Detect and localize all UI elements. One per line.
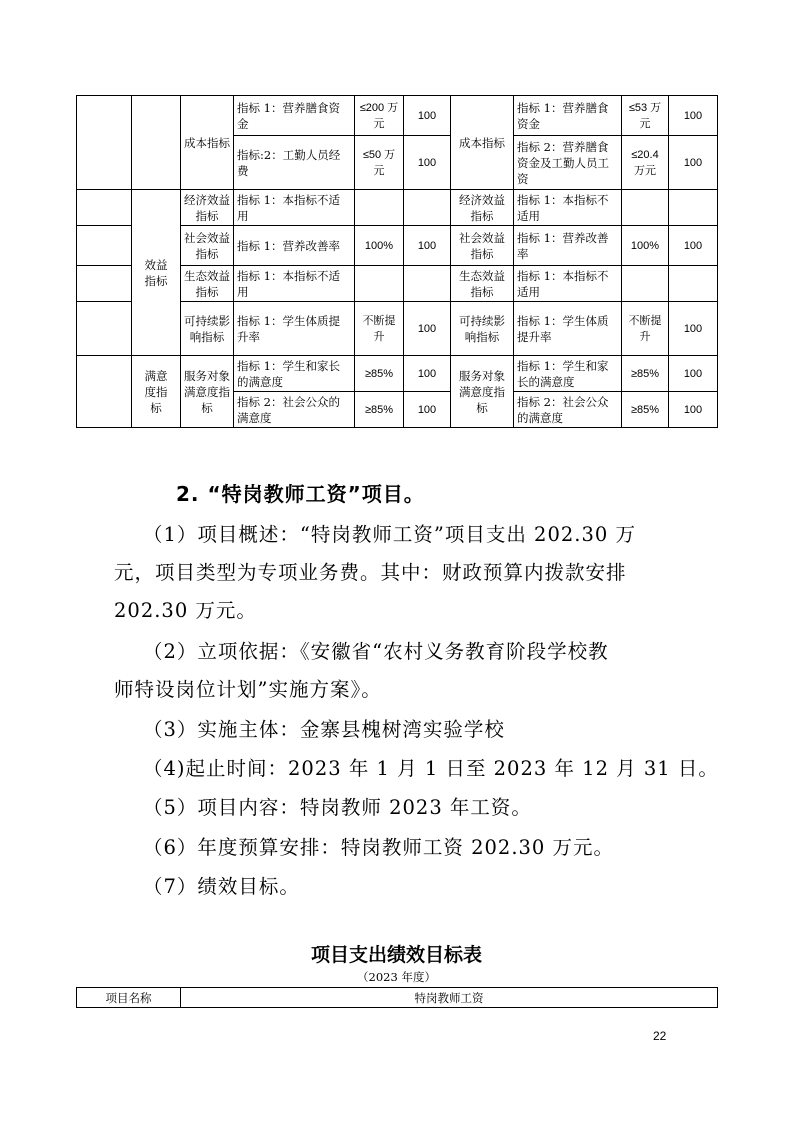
cell-indicator: 指标 1：营养改善率 [234, 226, 355, 266]
cell-value: ≥85% [355, 392, 404, 428]
blank-cell [132, 96, 181, 190]
cell-value: ≤50 万元 [355, 136, 404, 190]
cell-score [404, 190, 451, 226]
cell-indicator: 指标 1：学生和家长的满意度 [234, 356, 355, 392]
cell-value [622, 190, 669, 226]
blank-cell [77, 266, 132, 302]
cell-indicator: 指标 1：学生体质提升率 [514, 302, 622, 356]
cell-indicator: 指标 1：本指标不适用 [514, 190, 622, 226]
cell-indicator: 指标 2：社会公众的满意度 [514, 392, 622, 428]
blank-cell [77, 226, 132, 266]
cell-score: 100 [669, 96, 718, 136]
project-name-table [76, 987, 718, 1008]
paragraph-line: （4)起止时间：2023 年 1 月 1 日至 2023 年 12 月 31 日。 [143, 757, 719, 780]
paragraph-line: （1）项目概述：“特岗教师工资”项目支出 202.30 万 [143, 523, 636, 546]
paragraph-line: （6）年度预算安排：特岗教师工资 202.30 万元。 [143, 836, 615, 859]
table-year: （2023 年度） [357, 970, 436, 984]
cell-indicator: 指标:2：工勤人员经费 [234, 136, 355, 190]
cell-score: 100 [404, 302, 451, 356]
paragraph-line: （7）绩效目标。 [143, 875, 300, 898]
cell-indicator: 指标 1：营养膳食资金 [514, 96, 622, 136]
cell-value [355, 190, 404, 226]
cell-sub: 经济效益指标 [451, 190, 514, 226]
cell-value: ≤200 万元 [355, 96, 404, 136]
cell-score [669, 266, 718, 302]
cell-sub: 可持续影响指标 [181, 302, 234, 356]
cell-score: 100 [404, 136, 451, 190]
blank-cell [77, 96, 132, 190]
paragraph-line: （2）立项依据：《安徽省“农村义务教育阶段学校教 [143, 640, 609, 663]
cell-score: 100 [669, 226, 718, 266]
table-title: 项目支出绩效目标表 [310, 944, 482, 966]
cell-value: ≤53 万元 [622, 96, 669, 136]
cell-value: 不断提升 [622, 302, 669, 356]
cell-score: 100 [669, 136, 718, 190]
blank-cell [77, 190, 132, 226]
cell-score: 100 [404, 392, 451, 428]
cell-value [355, 266, 404, 302]
cell-value: ≥85% [622, 356, 669, 392]
cell-value: 不断提升 [355, 302, 404, 356]
benefit-label: 效益指标 [132, 190, 181, 356]
cell-score: 100 [669, 302, 718, 356]
cost-label-right: 成本指标 [451, 96, 514, 190]
cell-sub: 可持续影响指标 [451, 302, 514, 356]
cell-indicator: 指标 2：营养膳食资金及工勤人员工资 [514, 136, 622, 190]
cell-indicator: 指标 1：营养改善率 [514, 226, 622, 266]
cell-indicator: 指标 2：社会公众的满意度 [234, 392, 355, 428]
paragraph-line: （3）实施主体：金寨县槐树湾实验学校 [143, 718, 505, 741]
cell-score: 100 [669, 356, 718, 392]
cell-sub: 服务对象满意度指标 [451, 356, 514, 428]
cell-value [622, 266, 669, 302]
cell-indicator: 指标 1：学生和家长的满意度 [514, 356, 622, 392]
section-heading: 2. “特岗教师工资”项目。 [176, 482, 425, 506]
cost-label-left: 成本指标 [181, 96, 234, 190]
cell-value: ≤20.4 万元 [622, 136, 669, 190]
cell-indicator: 指标 1：学生体质提升率 [234, 302, 355, 356]
cell-value: 100% [622, 226, 669, 266]
cell-score: 100 [404, 356, 451, 392]
cell-sub: 经济效益指标 [181, 190, 234, 226]
cell-score [669, 190, 718, 226]
cell-value: ≥85% [355, 356, 404, 392]
cell-value: ≥85% [622, 392, 669, 428]
paragraph-line: 202.30 万元。 [114, 599, 257, 622]
cell-sub: 生态效益指标 [451, 266, 514, 302]
cell-indicator: 指标 1：营养膳食资金 [234, 96, 355, 136]
cell-score: 100 [404, 226, 451, 266]
cell-indicator: 指标 1：本指标不适用 [514, 266, 622, 302]
page-number: 22 [653, 1029, 667, 1043]
cell-value: 100% [355, 226, 404, 266]
project-name-value: 特岗教师工资 [181, 988, 718, 1008]
cell-sub: 社会效益指标 [451, 226, 514, 266]
cell-indicator: 指标 1：本指标不适用 [234, 266, 355, 302]
cell-score [404, 266, 451, 302]
performance-table [76, 95, 718, 428]
cell-indicator: 指标 1：本指标不适用 [234, 190, 355, 226]
cell-sub: 生态效益指标 [181, 266, 234, 302]
cell-sub: 服务对象满意度指标 [181, 356, 234, 428]
blank-cell [77, 356, 132, 428]
satisfaction-label: 满意度指标 [132, 356, 181, 428]
paragraph-line: 元，项目类型为专项业务费。其中：财政预算内拨款安排 [114, 561, 627, 584]
paragraph-line: （5）项目内容：特岗教师 2023 年工资。 [143, 796, 532, 819]
paragraph-line: 师特设岗位计划”实施方案》。 [114, 678, 382, 701]
cell-sub: 社会效益指标 [181, 226, 234, 266]
project-name-label: 项目名称 [77, 988, 181, 1008]
cell-score: 100 [404, 96, 451, 136]
blank-cell [77, 302, 132, 356]
cell-score: 100 [669, 392, 718, 428]
